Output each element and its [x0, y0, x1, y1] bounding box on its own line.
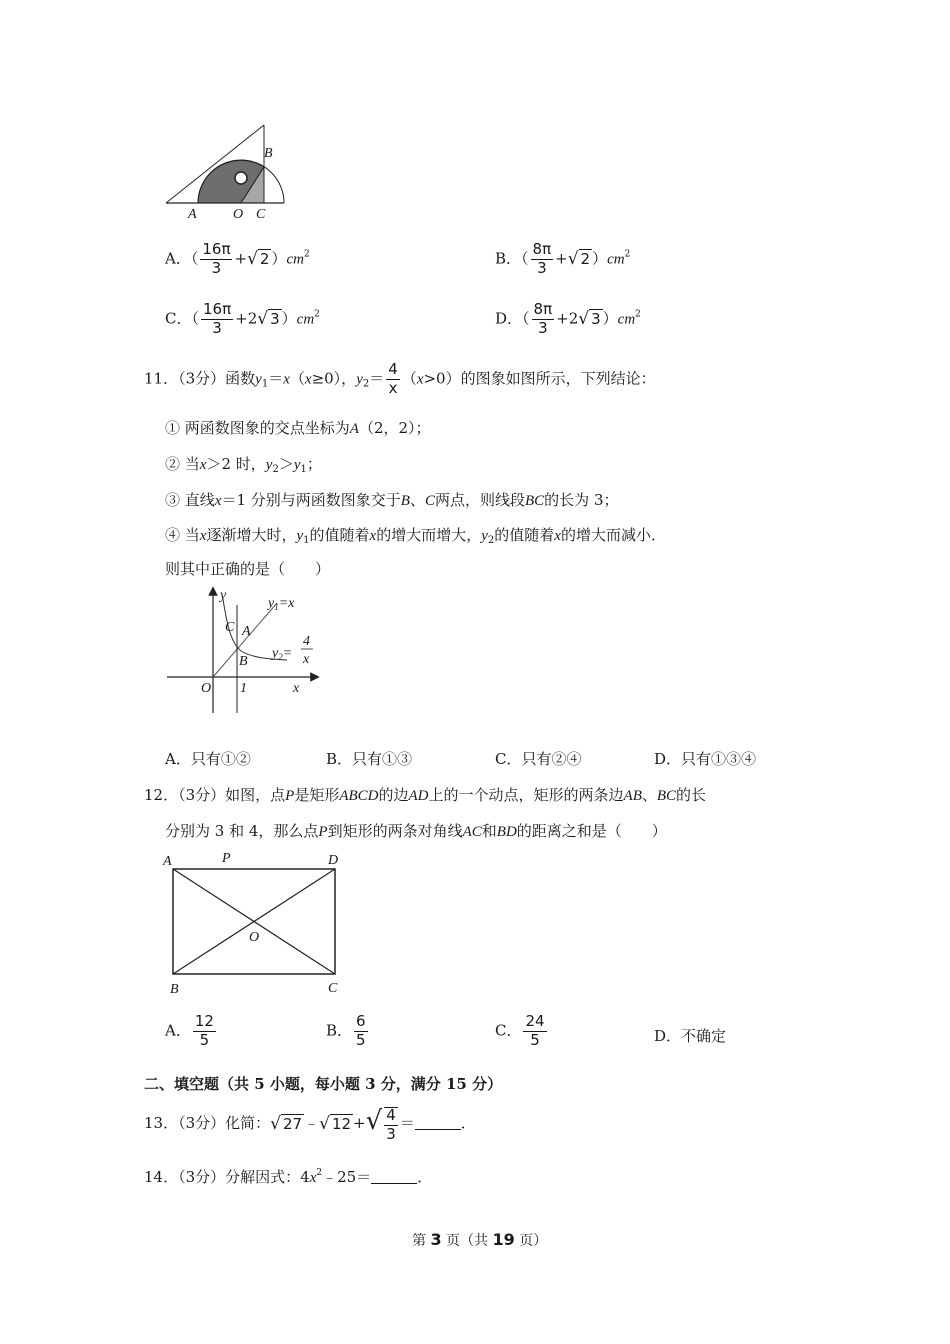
- q11-statement-4: [165, 524, 666, 546]
- radicand: 3: [270, 310, 280, 329]
- var: A: [349, 421, 359, 437]
- page-footer: [412, 1230, 547, 1250]
- q13: [144, 1106, 476, 1142]
- var: y: [293, 457, 301, 473]
- radicand: 2: [580, 250, 591, 269]
- radicand: 12: [331, 1115, 352, 1134]
- text: 和: [481, 822, 497, 840]
- label-A: A: [188, 207, 197, 220]
- text: ﹣25＝: [322, 1168, 372, 1186]
- paren: （: [401, 369, 417, 388]
- option-letter: A．: [165, 249, 191, 268]
- text: ③ 直线: [165, 491, 215, 509]
- exponent: 2: [303, 249, 310, 260]
- var-y: y: [255, 371, 262, 388]
- fraction: [200, 242, 232, 277]
- answer-blank[interactable]: [371, 1171, 417, 1184]
- minus: ﹣: [304, 1114, 320, 1133]
- text: 的值随着: [494, 526, 555, 544]
- var-x: x: [416, 371, 424, 388]
- text: ＝1 分别与两函数图象交于: [221, 491, 401, 509]
- q12-option-b[interactable]: [326, 1014, 370, 1049]
- sub: 1: [303, 535, 310, 546]
- var: P: [285, 788, 295, 804]
- numerator: 6: [356, 1012, 366, 1030]
- paren: ）: [271, 249, 287, 268]
- q11-option-b[interactable]: B．只有①③: [326, 750, 413, 768]
- label-y: y: [220, 588, 227, 603]
- exponent: 2: [314, 309, 320, 320]
- text: 的距离之和是（ ）: [516, 822, 667, 840]
- plus: +: [234, 249, 248, 268]
- sub: 2: [487, 535, 495, 546]
- text: 、: [409, 491, 425, 509]
- q10-option-d[interactable]: [495, 302, 641, 337]
- var-x: x: [283, 371, 290, 388]
- q14: [144, 1166, 432, 1187]
- label-B: B: [170, 982, 179, 997]
- numerator: 8π: [532, 240, 552, 258]
- var: BD: [496, 824, 517, 840]
- label-O: O: [201, 681, 212, 696]
- answer-blank[interactable]: [415, 1117, 461, 1130]
- numerator: 12: [194, 1012, 214, 1030]
- denominator: 3: [538, 318, 548, 337]
- denominator: 3: [212, 318, 222, 337]
- paren: ）: [602, 309, 618, 328]
- fraction: [193, 1014, 216, 1049]
- numerator: 16π: [202, 240, 231, 258]
- denominator: 5: [530, 1030, 540, 1049]
- text: ＞2 时，: [206, 455, 266, 473]
- var: x: [199, 457, 207, 473]
- text: （2，2）；: [358, 419, 431, 437]
- denominator: 3: [386, 1124, 396, 1143]
- sqrt: √ 2: [567, 249, 591, 270]
- var: ABCD: [339, 788, 379, 804]
- text: 的长: [676, 786, 707, 804]
- sqrt: √ 2: [247, 249, 270, 270]
- var: x: [214, 493, 222, 509]
- label-one: 1: [240, 681, 247, 696]
- q11-option-a[interactable]: A．只有①②: [165, 750, 251, 768]
- denominator: 5: [356, 1030, 366, 1049]
- var: x: [369, 528, 377, 544]
- text: （3分）如图，点: [178, 786, 286, 804]
- option-letter: D．: [495, 309, 523, 328]
- q10-option-b[interactable]: [495, 242, 630, 277]
- plus: +2: [235, 309, 258, 328]
- page-total: 19: [492, 1230, 515, 1249]
- label-C: C: [328, 981, 338, 996]
- question-number: 11．: [144, 369, 179, 388]
- q11-option-d[interactable]: D．只有①③④: [654, 750, 757, 768]
- var: y: [296, 528, 304, 544]
- var: AB: [623, 788, 642, 804]
- question-number: 14．: [144, 1168, 179, 1186]
- var: x: [309, 1170, 317, 1186]
- text: 的值随着: [309, 526, 370, 544]
- condition: ≥0），: [311, 369, 357, 388]
- numerator: 4: [386, 1105, 396, 1124]
- option-letter: C．: [495, 1021, 522, 1040]
- option-letter: B．: [495, 249, 522, 268]
- sqrt: √ 12: [319, 1114, 352, 1135]
- numerator: 8π: [533, 300, 553, 318]
- unit: cm: [607, 251, 625, 268]
- var: AD: [408, 788, 429, 804]
- exponent: 2: [635, 309, 641, 320]
- label-A: A: [163, 854, 172, 869]
- q12-option-d[interactable]: D．不确定: [654, 1027, 727, 1045]
- q11-ask: 则其中正确的是（ ）: [165, 560, 331, 578]
- var: y: [265, 457, 273, 473]
- sub: 1: [300, 464, 307, 475]
- option-letter: C．: [165, 309, 192, 328]
- numerator: 4: [388, 360, 398, 378]
- paren: ）: [281, 309, 297, 328]
- text: 逐渐增大时，: [206, 526, 297, 544]
- exponent: 2: [624, 249, 631, 260]
- label-O: O: [233, 207, 244, 220]
- text: 的增大而增大，: [376, 526, 482, 544]
- text: 的长为 3；: [544, 491, 619, 509]
- radicand: 3: [591, 310, 601, 329]
- var: P: [318, 824, 328, 840]
- var: BC: [525, 493, 545, 509]
- fraction: [531, 242, 554, 277]
- label-C: C: [225, 620, 235, 635]
- var: C: [424, 493, 435, 509]
- question-number: 13．: [144, 1114, 179, 1133]
- var: BC: [656, 788, 677, 804]
- exponent: 2: [316, 1168, 323, 1178]
- fraction: [532, 302, 555, 337]
- q12-option-c[interactable]: [495, 1014, 549, 1049]
- label-y2: $y_2=$: [272, 646, 293, 662]
- var: B: [400, 493, 410, 509]
- sqrt: √ 27: [270, 1114, 303, 1135]
- plus: +: [555, 249, 568, 268]
- semicircle-figure: [160, 120, 300, 220]
- q12-stem-line2: [165, 820, 667, 841]
- option-letter: A．: [165, 1021, 191, 1040]
- option-letter: B．: [326, 1021, 353, 1040]
- fraction: [523, 1014, 546, 1049]
- rectangle-figure: [160, 848, 350, 998]
- sub: 2: [272, 464, 279, 475]
- denominator: 5: [199, 1030, 210, 1049]
- q10-option-c[interactable]: [165, 302, 320, 337]
- label-frac-num: 4: [303, 634, 310, 649]
- paren: ）: [592, 249, 608, 268]
- eq: ＝: [268, 369, 284, 388]
- eq: ＝: [399, 1114, 415, 1133]
- text: 到矩形的两条对角线: [327, 822, 463, 840]
- eq: ＝: [369, 369, 385, 388]
- fraction: [386, 362, 400, 397]
- label-B: B: [239, 654, 248, 669]
- function-graph-figure: [165, 585, 325, 720]
- paren: （: [190, 249, 199, 268]
- text: ；: [306, 455, 322, 473]
- var-x: x: [304, 371, 312, 388]
- label-y1: $y_1=x$: [268, 596, 295, 612]
- radicand: 27: [282, 1115, 303, 1134]
- question-number: 12．: [144, 786, 179, 804]
- text: 是矩形: [294, 786, 340, 804]
- fraction: [354, 1014, 368, 1049]
- text: ④ 当: [165, 526, 200, 544]
- fraction: [201, 302, 233, 337]
- paren: （: [191, 309, 199, 328]
- q12-stem-line1: [144, 784, 706, 805]
- q11-statement-1: [165, 417, 431, 438]
- var: y: [481, 528, 488, 544]
- label-frac-den: x: [303, 652, 310, 667]
- unit: cm: [296, 311, 315, 328]
- section-title: 二、填空题（共 5 小题，每小题 3 分，满分 15 分）: [144, 1075, 503, 1093]
- label-D: D: [328, 853, 339, 868]
- denominator: 3: [211, 258, 222, 277]
- plus: +2: [556, 309, 579, 328]
- label-A: A: [242, 624, 251, 639]
- q11-statement-2: [165, 453, 322, 475]
- text: ② 当: [165, 455, 200, 473]
- small-circle: [235, 172, 247, 184]
- stem-text: （3分）函数: [178, 369, 256, 388]
- label-C: C: [256, 207, 266, 220]
- page-number: 3: [430, 1230, 442, 1249]
- text: 第: [412, 1233, 431, 1249]
- numerator: 24: [525, 1012, 545, 1030]
- text: 上的一个动点，矩形的两条边: [428, 786, 624, 804]
- sqrt: √ 3: [257, 309, 280, 330]
- q12-option-a[interactable]: [165, 1014, 218, 1049]
- unit: cm: [617, 311, 636, 328]
- period: ．: [460, 1114, 476, 1133]
- sub: 1: [261, 378, 269, 390]
- q11-stem: [144, 362, 656, 397]
- radicand: 2: [259, 250, 270, 269]
- text: ① 两函数图象的交点坐标为: [165, 419, 350, 437]
- text: 页）: [514, 1233, 548, 1249]
- text: ＞: [278, 455, 294, 473]
- denominator: 3: [537, 258, 547, 277]
- label-B: B: [264, 146, 273, 161]
- sub: 2: [362, 378, 370, 390]
- label-P: P: [222, 851, 231, 866]
- text: 两点，则线段: [434, 491, 525, 509]
- sqrt: √ 3: [578, 309, 601, 330]
- text: 分别为 3 和 4，那么点: [165, 822, 319, 840]
- text: 页（共: [441, 1233, 493, 1249]
- sqrt-fraction: √ $\frac{4}{3}$: [365, 1105, 396, 1143]
- paren: （: [521, 249, 529, 268]
- var: x: [554, 528, 561, 544]
- period: ．: [417, 1168, 433, 1186]
- unit: cm: [286, 251, 304, 268]
- q11-statement-3: [165, 489, 618, 510]
- denominator: x: [388, 378, 398, 397]
- var-y: y: [356, 371, 363, 388]
- var: x: [199, 528, 207, 544]
- q11-option-c[interactable]: C．只有②④: [495, 750, 582, 768]
- paren: （: [522, 309, 530, 328]
- text: 、: [641, 786, 657, 804]
- plus: +: [353, 1114, 366, 1133]
- label-x: x: [293, 681, 300, 696]
- text: 的边: [378, 786, 409, 804]
- paren: （: [289, 369, 305, 388]
- q10-option-a[interactable]: [165, 242, 310, 277]
- text: 的增大而减小．: [560, 526, 666, 544]
- stem-text: >0）的图象如图所示，下列结论：: [423, 369, 656, 388]
- var: AC: [462, 824, 482, 840]
- numerator: 16π: [203, 300, 232, 318]
- text: （3分）分解因式：4: [178, 1168, 310, 1186]
- text: （3分）化简：: [178, 1114, 271, 1133]
- label-O: O: [249, 930, 260, 945]
